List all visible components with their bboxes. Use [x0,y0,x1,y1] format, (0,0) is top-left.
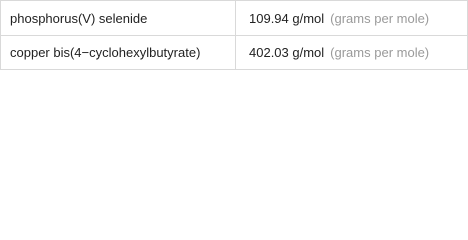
molar-mass-value-cell [236,36,467,69]
table-row [1,35,467,69]
unit-description: (grams per mole) [330,10,430,26]
compound-name: phosphorus(V) selenide [10,10,148,26]
molar-mass-value: 402.03 g/mol [249,45,325,60]
compound-name: copper bis(4−cyclohexylbutyrate) [10,45,201,60]
table-row [1,1,467,35]
molar-mass-value: 109.94 g/mol [249,10,325,26]
molar-mass-table [0,0,468,70]
unit-description: (grams per mole) [330,45,430,60]
molar-mass-value-cell [236,1,467,35]
